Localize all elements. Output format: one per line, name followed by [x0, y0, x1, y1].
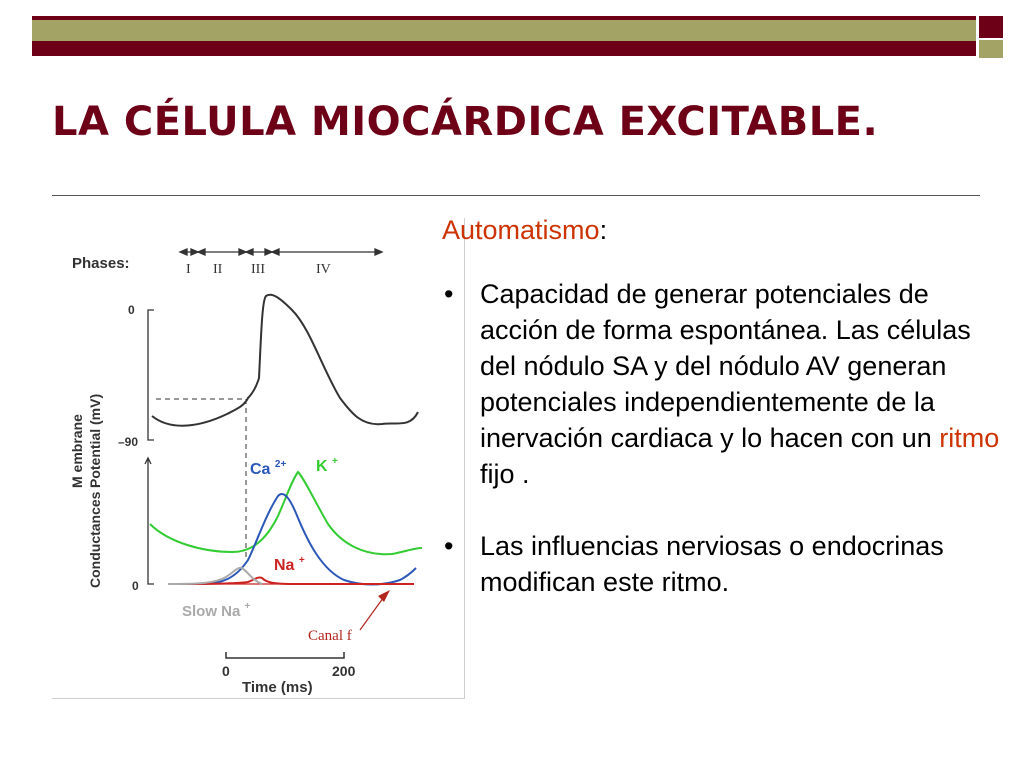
bullet-text-end: fijo . — [480, 459, 530, 489]
phase-arrows — [180, 249, 382, 255]
action-potential-figure — [52, 218, 465, 699]
section-heading — [442, 208, 1002, 252]
canal-f-arrowhead — [378, 590, 390, 602]
bullet-item — [442, 528, 1002, 600]
heading-keyword: Automatismo — [442, 215, 600, 245]
phases-label: Phases: — [72, 255, 130, 272]
ca-label-superscript: 2+ — [274, 459, 287, 470]
corner-block-lower — [979, 40, 1003, 58]
membrane-axis — [148, 310, 154, 440]
time-axis-label: Time (ms) — [242, 679, 313, 696]
bullet-highlight: ritmo — [939, 423, 1000, 453]
membrane-axis-label-line: M embrane — [69, 414, 85, 488]
slow-na-label-text: Slow Na — [182, 603, 241, 620]
time-tick-start: 0 — [222, 663, 230, 679]
bullet-text: Las influencias nerviosas o endocrinas modifican este ritmo. — [480, 531, 944, 597]
k-conductance-curve — [150, 472, 422, 554]
na-label — [274, 555, 305, 574]
k-label-superscript: + — [332, 456, 338, 467]
title-divider — [52, 195, 980, 196]
na-label-superscript: + — [298, 555, 305, 566]
conductance-axis — [145, 458, 154, 584]
phase-label: IV — [316, 262, 331, 277]
membrane-tick-bottom: –90 — [118, 435, 139, 449]
phase-label: II — [213, 262, 223, 277]
header-bar-stripe — [32, 20, 976, 41]
time-tick-end: 200 — [332, 663, 356, 679]
membrane-tick-top: 0 — [128, 303, 135, 317]
bullet-text: Capacidad de generar potenciales de acción de forma espontánea. Las células del nódulo SA y del nódulo AV generan potenciales independientemente de la inervación cardiaca y lo hacen con un — [480, 279, 971, 453]
conductance-axis-label: Conductances — [87, 491, 103, 588]
membrane-axis-label-line: Potential (mV) — [87, 393, 103, 488]
slow-na-label-superscript: + — [244, 601, 251, 612]
corner-block-upper — [979, 16, 1003, 38]
heading-colon: : — [599, 215, 608, 245]
ca-label — [250, 459, 286, 478]
ca-label-text: Ca — [250, 461, 271, 478]
conductance-tick: 0 — [132, 579, 139, 593]
phase-label: III — [251, 262, 265, 277]
phase-label: I — [186, 262, 191, 277]
slide-title: LA CÉLULA MIOCÁRDICA EXCITABLE. — [52, 99, 879, 145]
bullet-item — [442, 276, 1002, 492]
header-bar — [32, 16, 976, 56]
time-scale-bar — [226, 652, 344, 658]
k-label — [316, 456, 338, 475]
k-label-text: K — [316, 458, 328, 475]
bullet-dot: • — [444, 279, 454, 309]
na-label-text: Na — [274, 557, 295, 574]
bullet-list — [442, 276, 1002, 600]
content-column — [442, 208, 1002, 600]
bullet-dot: • — [444, 531, 454, 561]
slow-na-label — [182, 601, 251, 620]
canal-f-label: Canal f — [308, 628, 352, 644]
membrane-axis-label — [69, 394, 103, 488]
action-potential-curve — [152, 295, 418, 426]
